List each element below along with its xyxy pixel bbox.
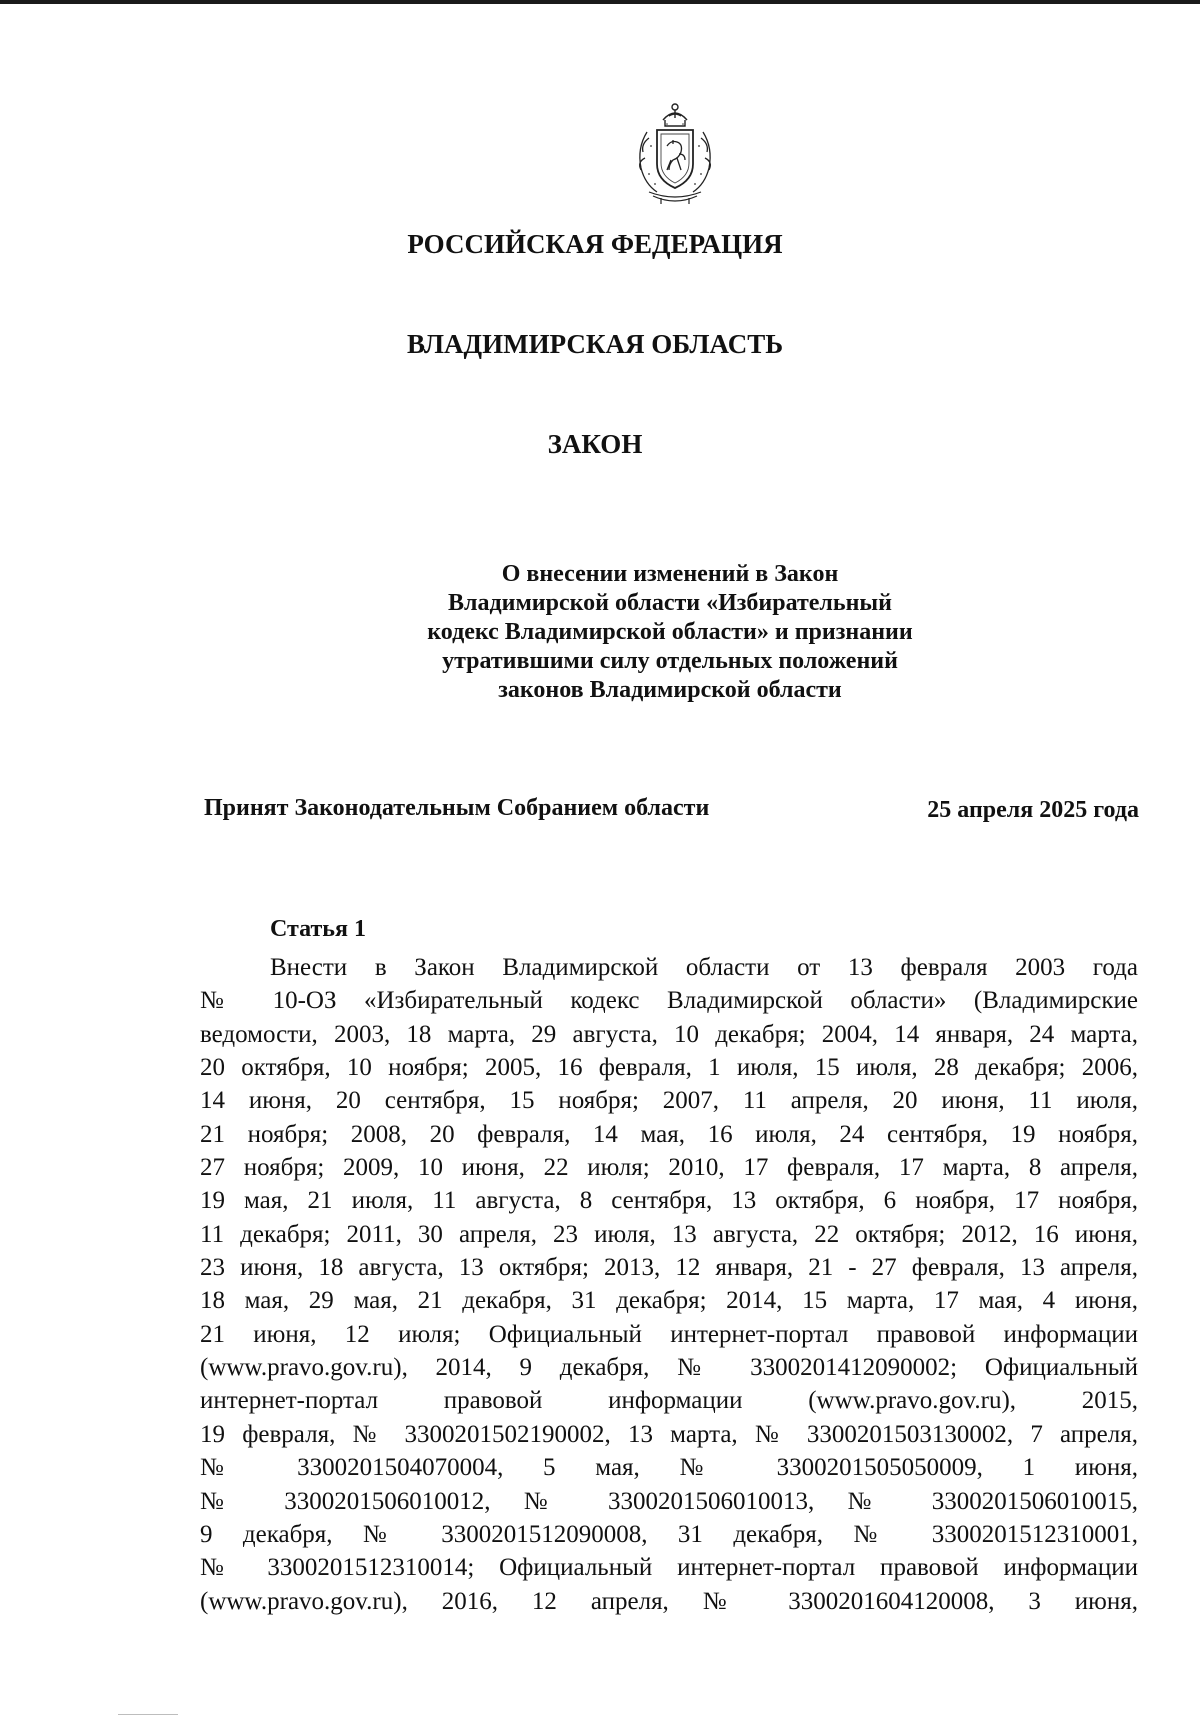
law-title-line: О внесении изменений в Закон	[501, 561, 839, 587]
adoption-row	[204, 793, 1139, 825]
page-top-edge	[0, 0, 1200, 4]
article-line: 14 июня, 20 сентября, 15 ноября; 2007, 11 апреля, 20 июня, 11 июля,	[200, 1087, 1138, 1115]
article-line: № 10-ОЗ «Избирательный кодекс Владимирской области» (Владимирские	[200, 987, 1138, 1015]
law-title	[320, 560, 1020, 705]
article-line: 19 февраля, № 3300201502190002, 13 марта, № 3300201503130002, 7 апреля,	[200, 1420, 1138, 1448]
article-line: 21 июня, 12 июля; Официальный интернет-портал правовой информации	[200, 1320, 1138, 1348]
law-title-line: Владимирской области «Избирательный	[448, 590, 892, 616]
article-line: 11 декабря; 2011, 30 апреля, 23 июля, 13 августа, 22 октября; 2012, 16 июня,	[200, 1220, 1138, 1248]
adoption-date: 25 апреля 2025 года	[927, 797, 1139, 823]
scan-artifact	[118, 1714, 178, 1715]
article-line: Внести в Закон Владимирской области от 13 февраля 2003 года	[270, 954, 1138, 981]
law-title-line: утратившими силу отдельных положений	[442, 648, 898, 674]
article-line: № 3300201506010012, № 3300201506010013, № 3300201506010015,	[200, 1487, 1138, 1515]
article-line: 21 ноября; 2008, 20 февраля, 14 мая, 16 июля, 24 сентября, 19 ноября,	[200, 1120, 1138, 1148]
article-line: 20 октября, 10 ноября; 2005, 16 февраля, 1 июля, 15 июля, 28 декабря; 2006,	[200, 1054, 1138, 1082]
region-heading: ВЛАДИМИРСКАЯ ОБЛАСТЬ	[406, 329, 784, 359]
law-title-line: законов Владимирской области	[498, 677, 842, 703]
article-line: 27 ноября; 2009, 10 июня, 22 июля; 2010, 17 февраля, 17 марта, 8 апреля,	[200, 1154, 1138, 1182]
law-title-line: кодекс Владимирской области» и признании	[427, 619, 913, 645]
article-line: 18 мая, 29 мая, 21 декабря, 31 декабря; 2014, 15 марта, 17 мая, 4 июня,	[200, 1287, 1138, 1315]
article-line: 19 мая, 21 июля, 11 августа, 8 сентября, 13 октября, 6 ноября, 17 ноября,	[200, 1187, 1138, 1215]
article-line: (www.pravo.gov.ru), 2016, 12 апреля, № 3300201604120008, 3 июня,	[200, 1587, 1138, 1615]
adopted-by: Принят Законодательным Собранием области	[204, 795, 710, 821]
article-line: 9 декабря, № 3300201512090008, 31 декабря, № 3300201512310001,	[200, 1520, 1138, 1548]
coat-of-arms-icon	[627, 98, 723, 208]
article-line: интернет-портал правовой информации (www.pravo.gov.ru), 2015,	[200, 1387, 1138, 1415]
article-line: № 3300201512310014; Официальный интернет-портал правовой информации	[200, 1554, 1138, 1582]
article-line: (www.pravo.gov.ru), 2014, 9 декабря, № 3300201412090002; Официальный	[200, 1354, 1138, 1382]
article-body	[200, 951, 1138, 1618]
article-line: № 3300201504070004, 5 мая, № 3300201505050009, 1 июня,	[200, 1454, 1138, 1482]
article-heading: Статья 1	[270, 916, 366, 942]
article-line: 23 июня, 18 августа, 13 октября; 2013, 12 января, 21 - 27 февраля, 13 апреля,	[200, 1254, 1138, 1282]
article-line: ведомости, 2003, 18 марта, 29 августа, 10 декабря; 2004, 14 января, 24 марта,	[200, 1020, 1138, 1048]
country-heading: РОССИЙСКАЯ ФЕДЕРАЦИЯ	[407, 229, 783, 259]
document-type-heading: ЗАКОН	[547, 429, 643, 459]
